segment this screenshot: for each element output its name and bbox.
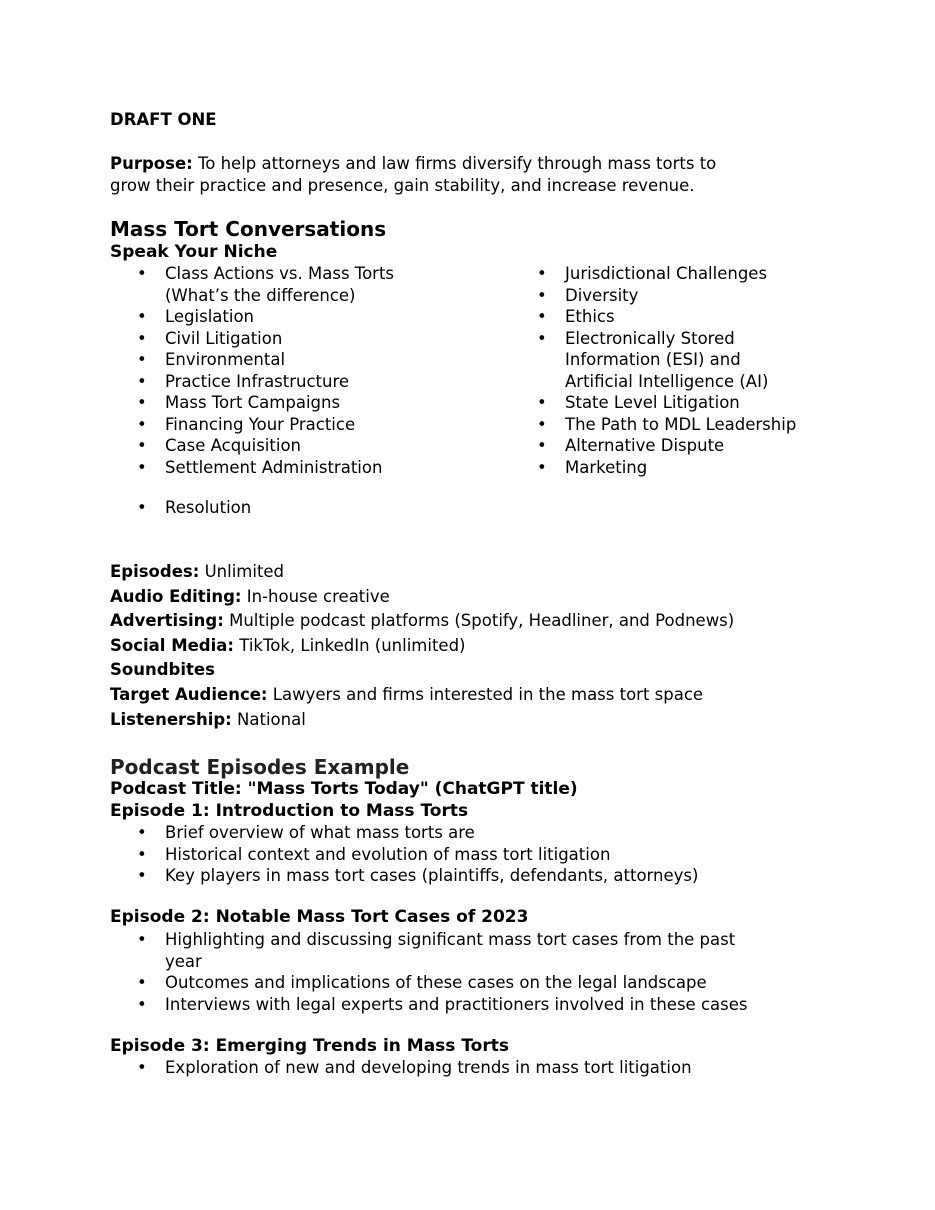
list-item: • Brief overview of what mass torts are <box>110 822 698 844</box>
episode-2-bullets <box>110 929 747 1015</box>
detail-episodes: Episodes: Unlimited <box>110 562 285 581</box>
list-item: • Mass Tort Campaigns <box>110 392 394 414</box>
detail-audio-editing: Audio Editing: In-house creative <box>110 586 390 606</box>
purpose-label: Purpose: <box>110 154 193 173</box>
list-item: • The Path to MDL Leadership <box>510 414 796 436</box>
list-item: • Historical context and evolution of mass tort litigation <box>110 844 698 866</box>
section-heading-podcast-episodes: Podcast Episodes Example <box>110 755 410 779</box>
list-item: • Diversity <box>510 285 796 307</box>
purpose-line-2: grow their practice and presence, gain stability, and increase revenue. <box>110 175 695 195</box>
list-item: • Case Acquisition <box>110 435 394 457</box>
list-item: • Electronically Stored Information (ESI) and Artificial Intelligence (AI) <box>510 328 796 393</box>
episode-1-bullets <box>110 822 698 887</box>
detail-target-audience: Target Audience: Lawyers and firms interested in the mass tort space <box>110 684 704 704</box>
section-heading-conversations: Mass Tort Conversations <box>110 217 387 241</box>
list-item: • State Level Litigation <box>510 392 796 414</box>
podcast-title: Podcast Title: "Mass Torts Today" (ChatGPT title) <box>110 779 578 799</box>
list-item: • Environmental <box>110 349 394 371</box>
list-item: • Ethics <box>510 306 796 328</box>
purpose-line-1: To help attorneys and law firms diversify through mass torts to <box>197 154 717 173</box>
list-item: • Exploration of new and developing trends in mass tort litigation <box>110 1057 692 1079</box>
purpose-paragraph <box>110 153 830 196</box>
list-item: • Highlighting and discussing significant mass tort cases from the past year <box>110 929 747 972</box>
list-item: • Legislation <box>110 306 394 328</box>
detail-advertising: Advertising: Multiple podcast platforms (Spotify, Headliner, and Podnews) <box>110 611 735 631</box>
topics-extra-list <box>110 497 251 519</box>
list-item: • Civil Litigation <box>110 328 394 350</box>
list-item: • Alternative Dispute <box>510 435 796 457</box>
episode-3-bullets <box>110 1057 692 1079</box>
list-item: • Outcomes and implications of these cases on the legal landscape <box>110 972 747 994</box>
list-item: • Practice Infrastructure <box>110 371 394 393</box>
subheading-speak-your-niche: Speak Your Niche <box>110 242 278 262</box>
episode-3-title: Episode 3: Emerging Trends in Mass Torts <box>110 1036 509 1056</box>
episode-2-title: Episode 2: Notable Mass Tort Cases of 2023 <box>110 907 529 927</box>
list-item: • Key players in mass tort cases (plaintiffs, defendants, attorneys) <box>110 865 698 887</box>
detail-listenership: Listenership: National <box>110 709 306 729</box>
list-item: • Interviews with legal experts and practitioners involved in these cases <box>110 994 747 1016</box>
detail-soundbites: Soundbites <box>110 660 215 680</box>
episode-1-title: Episode 1: Introduction to Mass Torts <box>110 801 469 821</box>
list-item: • Marketing <box>510 457 796 479</box>
list-item: • Class Actions vs. Mass Torts (What’s the difference) <box>110 263 394 306</box>
topics-right-list <box>510 263 796 478</box>
detail-social-media: Social Media: TikTok, LinkedIn (unlimited) <box>110 635 466 655</box>
list-item: • Resolution <box>110 497 251 519</box>
list-item: • Settlement Administration <box>110 457 394 479</box>
draft-label: DRAFT ONE <box>110 110 217 129</box>
details-block <box>110 560 734 732</box>
topics-left-list <box>110 263 394 478</box>
list-item: • Jurisdictional Challenges <box>510 263 796 285</box>
list-item: • Financing Your Practice <box>110 414 394 436</box>
